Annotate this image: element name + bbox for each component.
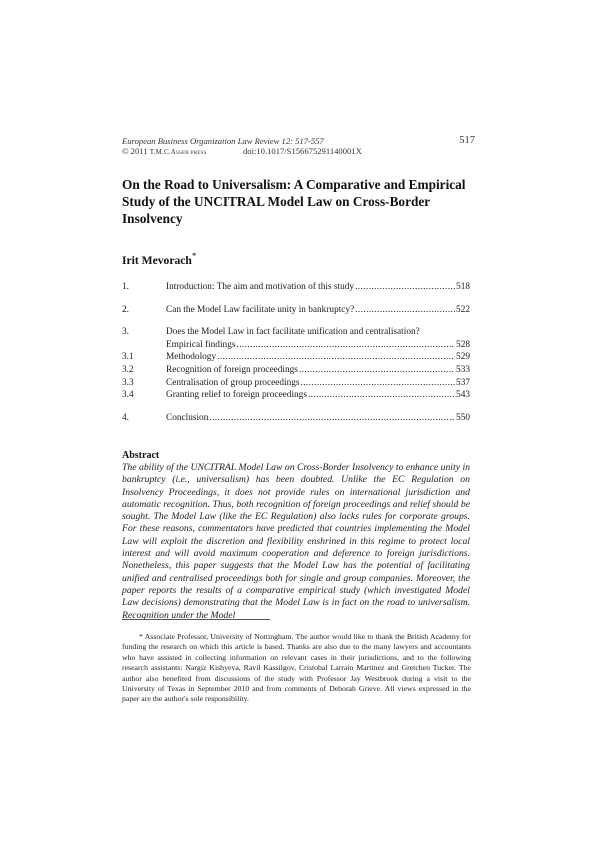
footnote-marker: * <box>191 251 197 261</box>
toc-page: 550 <box>456 412 470 423</box>
abstract-heading: Abstract <box>122 450 160 461</box>
toc-page: 529 <box>456 352 470 363</box>
copyright-line <box>122 146 207 157</box>
toc-entry[interactable] <box>122 412 470 425</box>
toc-leader <box>300 377 455 390</box>
toc-title: Conclusion <box>166 412 209 423</box>
toc-entry[interactable] <box>122 377 470 390</box>
toc-title: Granting relief to foreign proceedings <box>166 390 307 401</box>
toc-leader <box>299 364 455 377</box>
toc-title: Introduction: The aim and motivation of this study <box>166 282 355 292</box>
toc-number: 4. <box>122 412 129 423</box>
toc-title: Can the Model Law facilitate unity in bankruptcy? <box>166 304 355 315</box>
toc-title: Centralisation of group proceedings <box>166 377 300 388</box>
toc-title-continued: Empirical findings <box>166 339 236 350</box>
toc-entry[interactable] <box>122 326 470 339</box>
author-name <box>122 251 196 267</box>
author-name-text: Irit Mevorach <box>122 253 192 267</box>
toc-page: 543 <box>456 390 470 401</box>
toc-page: 533 <box>456 364 470 375</box>
abstract-body: The ability of the UNCITRAL Model Law on Cross-Border Insolvency to enhance unity in bankruptcy (i.e., universalism) has been doubted. Unlike the EC Regulation on Insolvency Proceedings, it does not provide rules on international jurisdiction and automatic recognition. Thus, both recognition of foreign proceedings and relief should be sought. The Model Law (like the EC Regulation) also lacks rules for corporate groups. For these reasons, commentators have predicted that countries implementing the Model Law will exploit the discretion and flexibility enshrined in this regime to protect local interest and will avoid maximum cooperation and deference to foreign jurisdictions. Nonetheless, this paper suggests that the Model Law has the potential of facilitating unified and centralised proceedings both for single and group companies. Moreover, the paper reports the results of a comparative empirical study (which investigated Model Law decisions) demonstrating that the Model Law is in fact on the road to universalism. Recognition under the Model <box>122 462 470 621</box>
toc-page: 537 <box>456 377 470 388</box>
toc-page: 518 <box>456 282 470 292</box>
toc-page: 522 <box>456 304 470 315</box>
toc-entry[interactable] <box>122 389 470 402</box>
toc-number: 3.4 <box>122 390 134 401</box>
toc-title: Does the Model Law in fact facilitate unification and centralisation? <box>166 327 420 338</box>
toc-entry[interactable] <box>122 281 470 294</box>
article-title: On the Road to Universalism: A Comparative and Empirical Study of the UNCITRAL Model Law on Cross-Border Insolvency <box>122 177 466 226</box>
toc-leader <box>236 339 455 352</box>
toc-number: 3.2 <box>122 364 134 375</box>
toc-entry-continued[interactable] <box>122 339 470 352</box>
toc-entry[interactable] <box>122 351 470 364</box>
toc-number: 3.1 <box>122 352 134 363</box>
toc-leader <box>355 281 455 294</box>
toc-leader <box>217 351 455 364</box>
publisher-name: T.M.C.Asser press <box>149 148 207 156</box>
toc-number: 3. <box>122 327 129 338</box>
doi: doi:10.1017/S156675291140001X <box>243 146 362 156</box>
toc-entry[interactable] <box>122 304 470 317</box>
toc-leader <box>308 389 455 402</box>
toc-leader <box>355 304 455 317</box>
toc-title: Recognition of foreign proceedings <box>166 364 298 375</box>
toc-number: 1. <box>122 282 129 292</box>
page-number: 517 <box>459 135 475 146</box>
toc-entry[interactable] <box>122 364 470 377</box>
footnote-divider <box>122 619 270 620</box>
table-of-contents <box>122 281 470 424</box>
copyright-prefix: © 2011 <box>122 146 150 156</box>
toc-title: Methodology <box>166 352 217 363</box>
toc-number: 3.3 <box>122 377 134 388</box>
journal-citation: European Business Organization Law Review 12: 517-557 <box>122 136 324 146</box>
toc-page: 528 <box>456 339 470 350</box>
footnote: * Associate Professor, University of Nottingham. The author would like to thank the British Academy for funding the research on which this article is based. Thanks are also due to the many lawyers and accountants who have assisted in collecting information on relevant cases in their jurisdictions, and to the following research assistants: Nargiz Kishyeva, Ravil Kassilgov, Cristobal Larrain Martinez and Gretchen Tucker. The author also benefited from discussions of the study with Professor Jay Westbrook during a visit to the University of Texas in September 2010 and from comments of Deborah Grieve. All views expressed in the paper are the author's sole responsibility. <box>122 632 471 704</box>
toc-number: 2. <box>122 304 129 315</box>
toc-leader <box>209 412 455 425</box>
